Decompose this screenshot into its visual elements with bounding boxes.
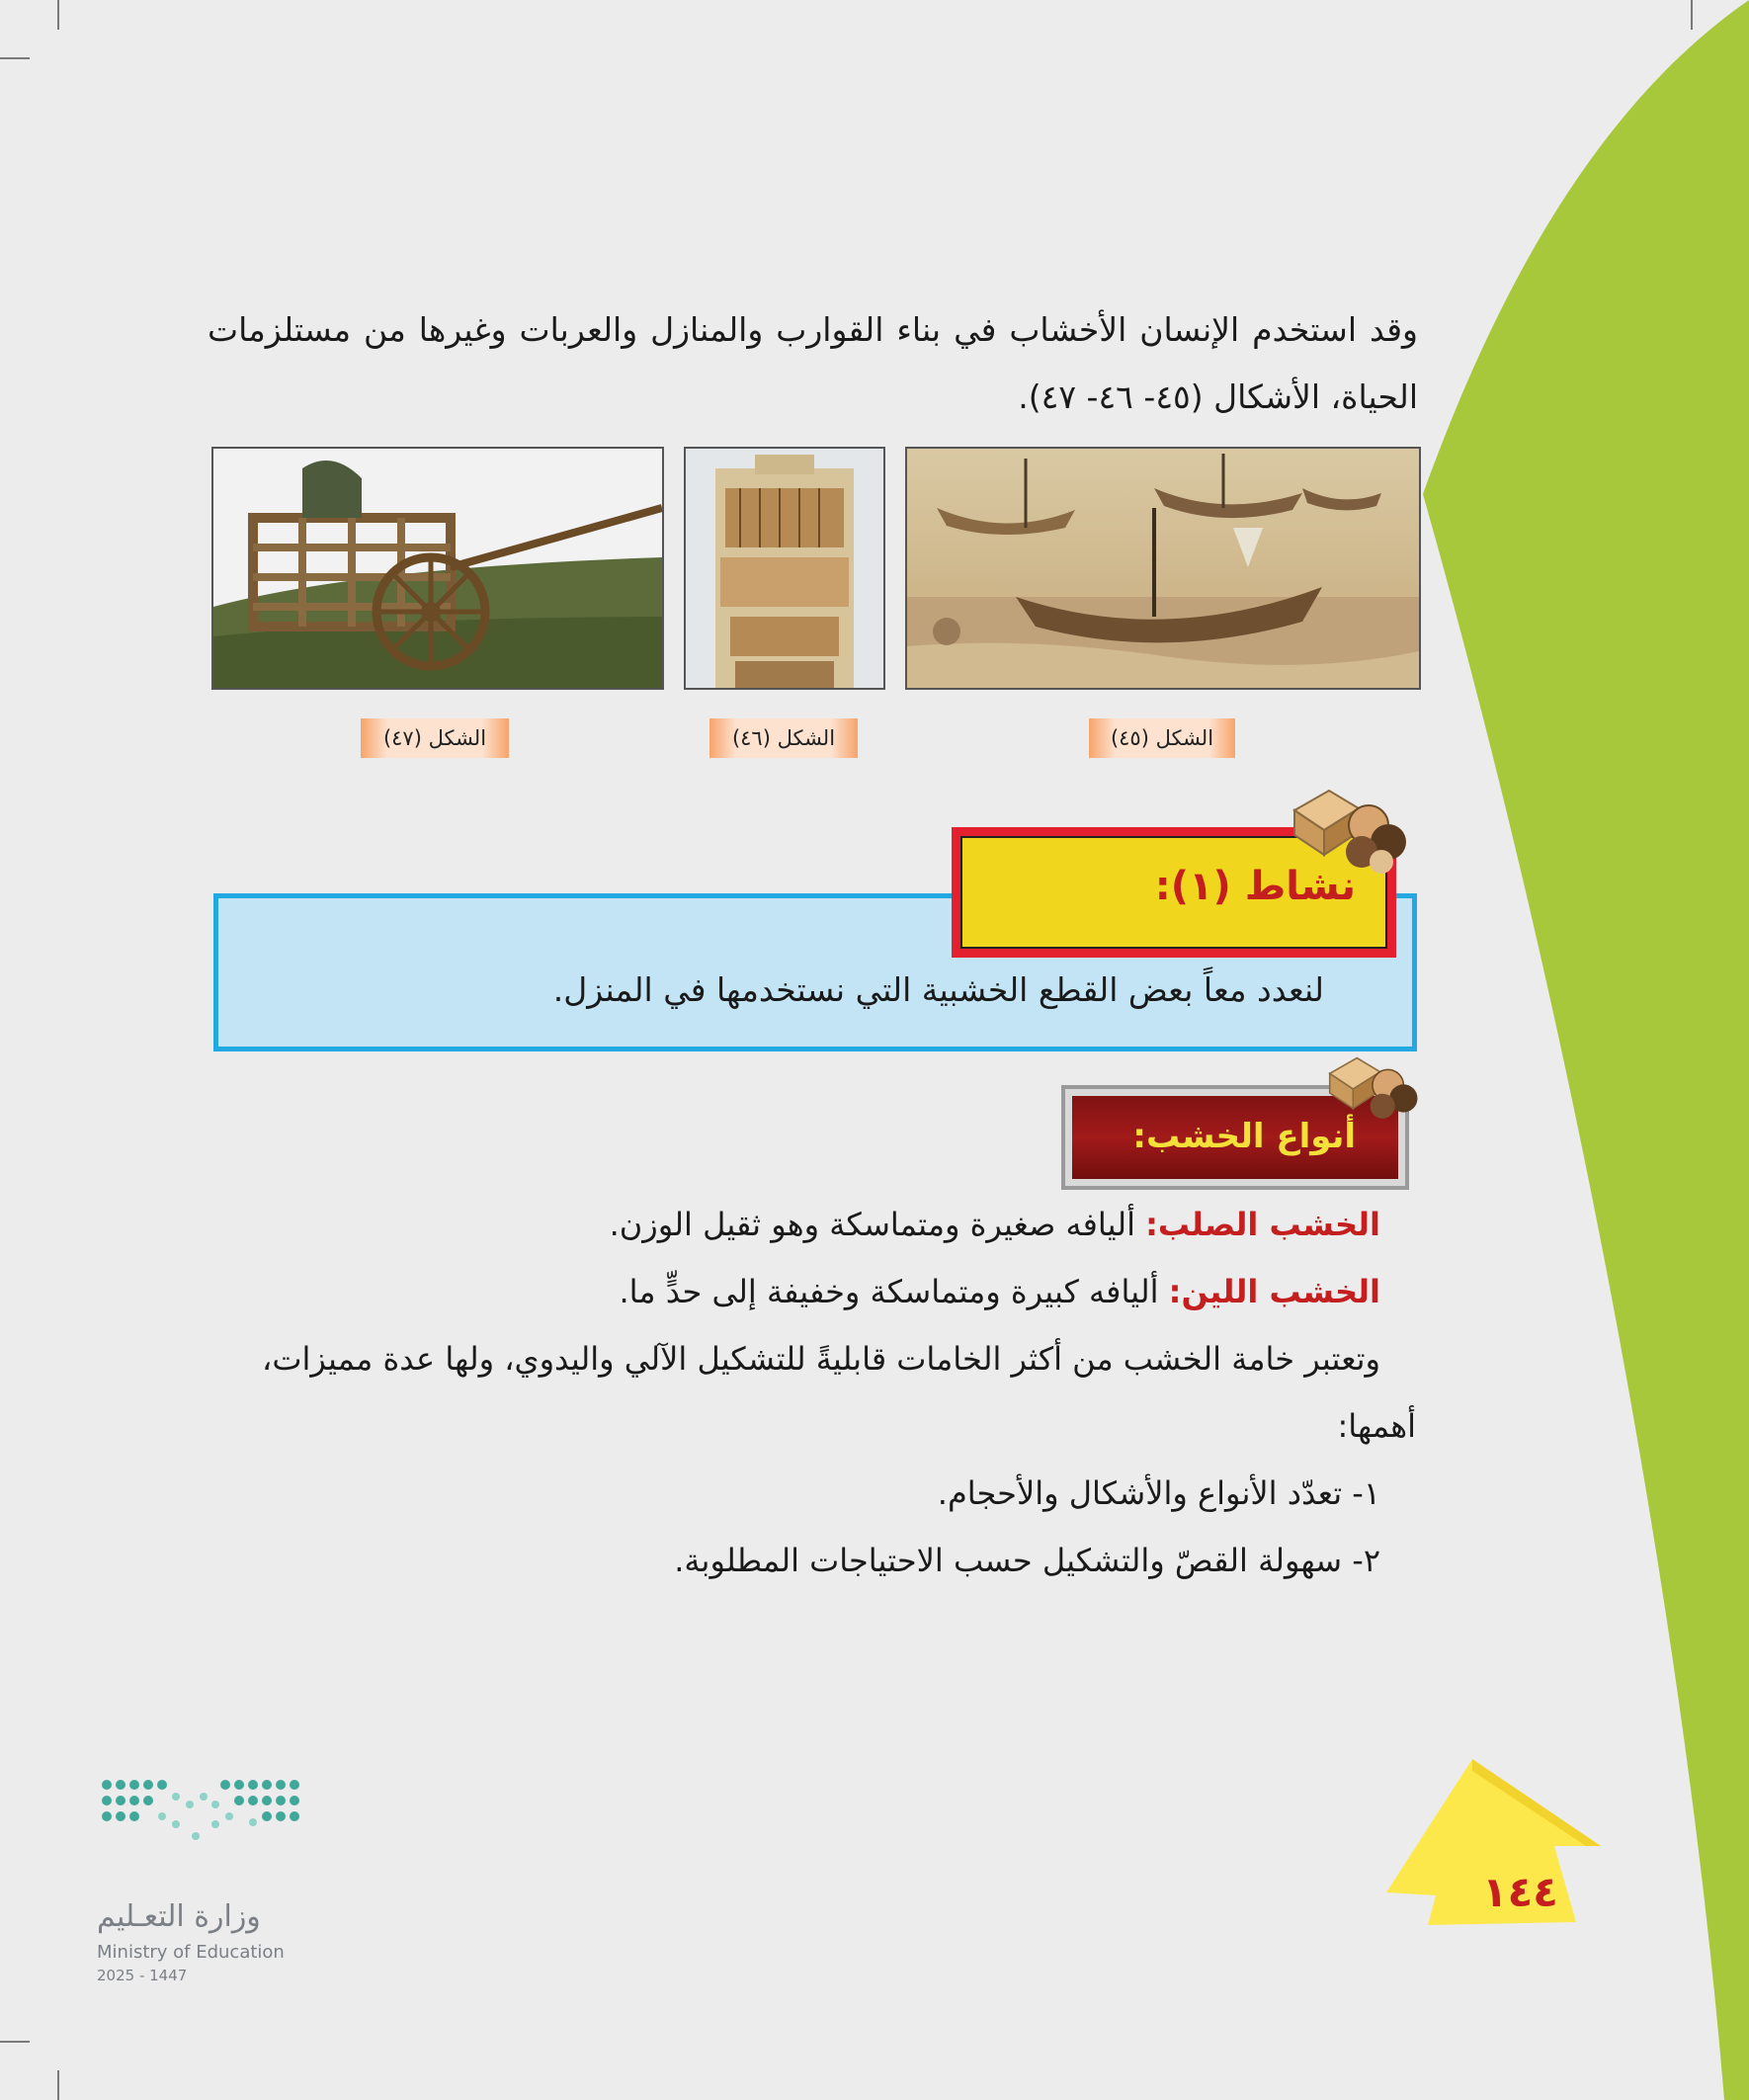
ministry-name-english: Ministry of Education	[97, 1942, 285, 1963]
hard-wood-line	[610, 1206, 1380, 1243]
crop-mark	[0, 2041, 30, 2043]
ministry-name-arabic: وزارة التعـليم	[97, 1899, 261, 1934]
intro-line-2: الحياة، الأشكال (٤٥- ٤٦- ٤٧).	[1018, 378, 1418, 416]
boats-painting-icon	[907, 449, 1419, 688]
crop-mark	[0, 57, 30, 59]
figure-47-caption: الشكل (٤٧)	[361, 718, 509, 758]
list-item-2: ٢- سهولة القصّ والتشكيل حسب الاحتياجات المطلوبة.	[674, 1542, 1380, 1579]
wood-paragraph-line-2: أهمها:	[1337, 1407, 1416, 1445]
intro-paragraph	[208, 296, 1418, 431]
ministry-year: 2025 - 1447	[97, 1967, 188, 1984]
soft-wood-label: الخشب اللين:	[1168, 1273, 1380, 1310]
wood-paragraph-line-1: وتعتبر خامة الخشب من أكثر الخامات قابليةً للتشكيل الآلي واليدوي، ولها عدة مميزات،	[262, 1340, 1380, 1378]
figure-47-image	[211, 447, 664, 690]
figure-45-caption: الشكل (٤٥)	[1089, 718, 1235, 758]
crop-mark	[57, 2070, 59, 2100]
ministry-logo-icon	[97, 1775, 314, 1893]
hard-wood-label: الخشب الصلب:	[1145, 1206, 1380, 1243]
list-item-1: ١- تعدّد الأنواع والأشكال والأحجام.	[937, 1474, 1380, 1512]
hard-wood-text: أليافه صغيرة ومتماسكة وهو ثقيل الوزن.	[609, 1206, 1135, 1243]
activity-text: لنعدد معاً بعض القطع الخشبية التي نستخدمها في المنزل.	[552, 970, 1324, 1009]
wood-types-heading: أنواع الخشب:	[1132, 1117, 1356, 1156]
wooden-cart-icon	[213, 449, 662, 688]
wood-blocks-icon	[1314, 1050, 1423, 1129]
rawashin-building-icon	[686, 449, 883, 688]
figure-45-image	[905, 447, 1421, 690]
wood-blocks-icon	[1275, 781, 1413, 880]
activity-title: نشاط (١):	[1154, 864, 1356, 909]
figure-46-caption: الشكل (٤٦)	[709, 718, 858, 758]
page-number: ١٤٤	[1482, 1868, 1558, 1916]
crop-mark	[57, 0, 59, 30]
soft-wood-line	[619, 1273, 1380, 1310]
figure-46-image	[684, 447, 885, 690]
intro-line-1: وقد استخدم الإنسان الأخشاب في بناء القوارب والمنازل والعربات وغيرها من مستلزمات	[208, 310, 1418, 349]
soft-wood-text: أليافه كبيرة ومتماسكة وخفيفة إلى حدٍّ ما.	[619, 1273, 1159, 1310]
